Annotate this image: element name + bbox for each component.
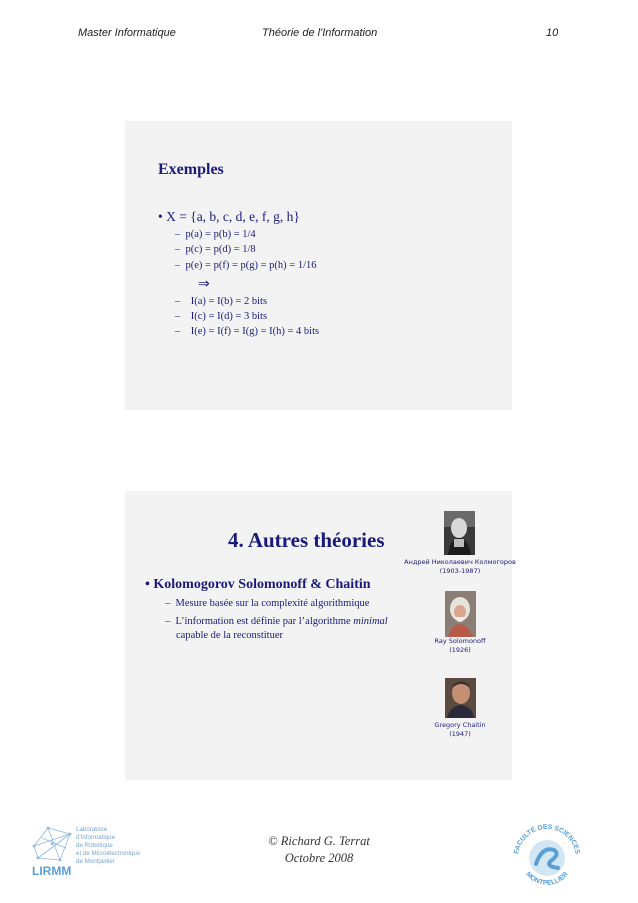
slide1-line: – p(c) = p(d) = 1/8 — [175, 244, 256, 255]
kolmogorov-years: (1903-1987) — [439, 567, 481, 575]
slide1-bullet: • X = {a, b, c, d, e, f, g, h} — [158, 209, 300, 224]
copyright: © Richard G. Terrat — [268, 834, 370, 848]
lirmm-fullname: Laboratoire d'Informatique de Robotique et de Microélectronique de Montpellier — [76, 826, 141, 865]
lirmm-acronym: LIRMM — [32, 864, 72, 878]
page-number: 10 — [546, 27, 559, 39]
solomonoff-years: (1926) — [449, 646, 471, 654]
header-course: Master Informatique — [78, 27, 176, 39]
slide1-line: – I(e) = I(f) = I(g) = I(h) = 4 bits — [175, 326, 320, 337]
implies-arrow: ⇒ — [198, 277, 210, 292]
date: Octobre 2008 — [284, 851, 354, 865]
header-subject: Théorie de l'Information — [262, 27, 378, 39]
slide1-line: – p(a) = p(b) = 1/4 — [175, 229, 256, 240]
slide2-title: 4. Autres théories — [228, 528, 385, 552]
chaitin-years: (1947) — [449, 730, 471, 738]
slide2-bullet: • Kolomogorov Solomonoff & Chaitin — [145, 577, 371, 592]
montpellier-text: MONTPELLIER — [524, 870, 570, 887]
faculte-text: FACULTÉ DES SCIENCES — [513, 823, 581, 855]
solomonoff-photo — [445, 591, 476, 637]
solomonoff-name: Ray Solomonoff — [434, 637, 486, 645]
slide1-line: – p(e) = p(f) = p(g) = p(h) = 1/16 — [175, 260, 317, 271]
slide2-sub-algorithm: – L’information est définie par l’algorithme minimal — [165, 616, 388, 627]
faculte-sciences-logo-icon — [506, 814, 588, 892]
kolmogorov-name: Андрей Николаевич Колмогоров — [404, 558, 516, 566]
slide1-line: – I(c) = I(d) = 3 bits — [175, 311, 268, 322]
slide1-title: Exemples — [158, 161, 224, 178]
slide1-line: – I(a) = I(b) = 2 bits — [175, 296, 268, 307]
chaitin-photo — [445, 678, 476, 718]
slide2-sub-complexity: – Mesure basée sur la complexité algorithmique — [165, 598, 370, 609]
kolmogorov-photo — [444, 511, 475, 555]
slide2-sub-algorithm-cont: capable de la reconstituer — [176, 630, 283, 641]
lirmm-logo-icon — [30, 824, 76, 864]
chaitin-name: Gregory Chaitin — [434, 721, 486, 729]
